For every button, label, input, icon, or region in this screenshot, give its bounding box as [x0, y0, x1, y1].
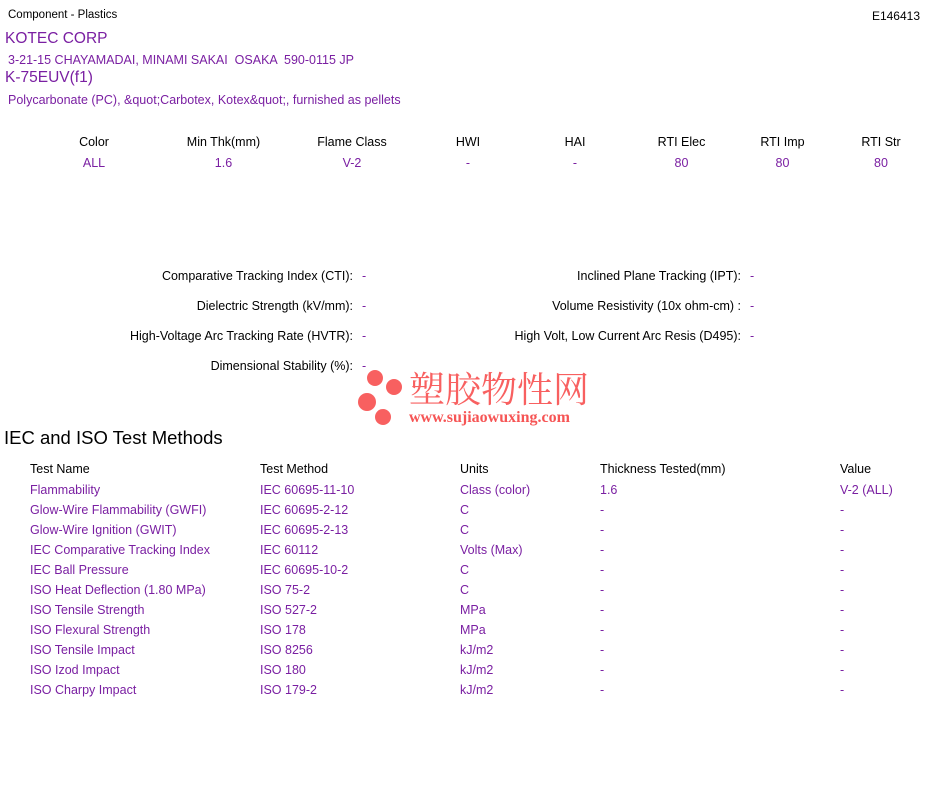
- property-label: High Volt, Low Current Arc Resis (D495):: [514, 329, 741, 343]
- electrical-property-row: [0, 359, 366, 389]
- electrical-property-row: [0, 329, 366, 359]
- test-name-cell: ISO Tensile Strength: [30, 603, 145, 617]
- test-value-cell: -: [840, 683, 845, 697]
- test-method-cell: ISO 180: [260, 663, 306, 677]
- test-name-cell: Flammability: [30, 483, 101, 497]
- rating-column-value: 80: [775, 156, 790, 170]
- test-thickness-cell: -: [600, 583, 605, 597]
- rating-column: [415, 132, 521, 174]
- test-method-cell: IEC 60695-10-2: [260, 563, 349, 577]
- rating-column-header: Min Thk(mm): [186, 135, 261, 149]
- test-method-cell: ISO 75-2: [260, 583, 311, 597]
- test-units-cell: MPa: [460, 623, 486, 637]
- test-units-cell: kJ/m2: [460, 683, 494, 697]
- test-value-cell: -: [840, 543, 845, 557]
- property-label: Comparative Tracking Index (CTI):: [161, 269, 353, 283]
- column-header-test-method: Test Method: [260, 462, 329, 476]
- test-name-cell: ISO Flexural Strength: [30, 623, 151, 637]
- flame-ratings-table: [30, 132, 931, 174]
- test-method-cell: IEC 60112: [260, 543, 319, 557]
- watermark-dot-icon: [375, 409, 391, 425]
- test-thickness-cell: -: [600, 523, 605, 537]
- property-label: Dielectric Strength (kV/mm):: [196, 299, 353, 313]
- test-method-cell: IEC 60695-11-10: [260, 483, 355, 497]
- rating-column: [30, 132, 158, 174]
- property-value: -: [750, 329, 755, 343]
- electrical-property-row: [380, 269, 754, 299]
- test-method-cell: ISO 527-2: [260, 603, 317, 617]
- rating-column-value: 80: [674, 156, 689, 170]
- rating-column-value: 80: [874, 156, 888, 170]
- ul-file-number: E146413: [871, 9, 920, 23]
- test-name-cell: IEC Comparative Tracking Index: [30, 543, 210, 557]
- test-table-header-row: [30, 459, 950, 480]
- rating-column: [831, 132, 931, 174]
- test-thickness-cell: -: [600, 503, 605, 517]
- test-units-cell: kJ/m2: [460, 663, 494, 677]
- test-table-row: [30, 660, 950, 680]
- test-value-cell: -: [840, 523, 845, 537]
- watermark-site-name: 塑胶物性网: [409, 369, 590, 410]
- rating-column-header: HWI: [455, 135, 481, 149]
- test-name-cell: Glow-Wire Ignition (GWIT): [30, 523, 177, 537]
- rating-column-value: 1.6: [214, 156, 233, 170]
- material-description: Polycarbonate (PC), &quot;Carbotex, Kotex&quot;, furnished as pellets: [8, 93, 401, 107]
- electrical-properties-left-column: [0, 269, 366, 389]
- company-address: 3-21-15 CHAYAMADAI, MINAMI SAKAI OSAKA 590-0115 JP: [8, 53, 354, 67]
- test-value-cell: -: [840, 663, 845, 677]
- rating-column: [734, 132, 831, 174]
- property-value: -: [750, 269, 755, 283]
- rating-column-value: V-2: [342, 156, 362, 170]
- property-label: Dimensional Stability (%):: [210, 359, 353, 373]
- rating-column-header: RTI Str: [861, 135, 901, 149]
- rating-column-header: Color: [79, 135, 109, 149]
- test-method-cell: ISO 8256: [260, 643, 313, 657]
- watermark-site-url: www.sujiaowuxing.com: [409, 409, 570, 426]
- watermark-dot-icon: [367, 370, 383, 386]
- electrical-property-row: [380, 299, 754, 329]
- test-table-row: [30, 560, 950, 580]
- model-designation: K-75EUV(f1): [5, 69, 93, 86]
- test-value-cell: -: [840, 583, 845, 597]
- rating-column: [158, 132, 289, 174]
- test-name-cell: IEC Ball Pressure: [30, 563, 129, 577]
- test-value-cell: -: [840, 603, 845, 617]
- test-units-cell: Class (color): [460, 483, 531, 497]
- rating-column-value: -: [572, 156, 578, 170]
- rating-column-header: RTI Elec: [657, 135, 706, 149]
- property-label: Inclined Plane Tracking (IPT):: [577, 269, 741, 283]
- company-name: KOTEC CORP: [5, 30, 108, 47]
- test-table-row: [30, 520, 950, 540]
- watermark-dot-icon: [358, 393, 376, 411]
- watermark-dot-icon: [386, 379, 402, 395]
- test-name-cell: Glow-Wire Flammability (GWFI): [30, 503, 207, 517]
- property-label: High-Voltage Arc Tracking Rate (HVTR):: [130, 329, 353, 343]
- test-method-cell: IEC 60695-2-12: [260, 503, 349, 517]
- test-value-cell: -: [840, 623, 845, 637]
- electrical-property-row: [0, 269, 366, 299]
- column-header-thickness-tested: Thickness Tested(mm): [600, 462, 726, 476]
- rating-column-header: HAI: [564, 135, 586, 149]
- test-units-cell: C: [460, 563, 470, 577]
- electrical-property-row: [0, 299, 366, 329]
- test-thickness-cell: -: [600, 623, 605, 637]
- test-table-row: [30, 500, 950, 520]
- test-thickness-cell: -: [600, 603, 605, 617]
- property-value: -: [362, 269, 367, 283]
- test-thickness-cell: -: [600, 543, 605, 557]
- electrical-property-row: [380, 329, 754, 359]
- test-name-cell: ISO Charpy Impact: [30, 683, 137, 697]
- rating-column-header: RTI Imp: [760, 135, 805, 149]
- test-value-cell: V-2 (ALL): [840, 483, 893, 497]
- test-table-row: [30, 580, 950, 600]
- test-thickness-cell: -: [600, 643, 605, 657]
- test-thickness-cell: -: [600, 683, 605, 697]
- test-methods-table: [30, 459, 950, 700]
- test-units-cell: kJ/m2: [460, 643, 494, 657]
- test-value-cell: -: [840, 503, 845, 517]
- section-title-iec-iso: IEC and ISO Test Methods: [4, 427, 223, 448]
- rating-column: [629, 132, 734, 174]
- test-table-row: [30, 480, 950, 500]
- test-name-cell: ISO Izod Impact: [30, 663, 120, 677]
- test-table-row: [30, 680, 950, 700]
- test-table-row: [30, 540, 950, 560]
- rating-column-value: -: [465, 156, 471, 170]
- test-units-cell: C: [460, 523, 470, 537]
- test-method-cell: ISO 178: [260, 623, 306, 637]
- column-header-value: Value: [840, 462, 872, 476]
- test-units-cell: MPa: [460, 603, 486, 617]
- document-type-label: Component - Plastics: [8, 9, 118, 21]
- property-value: -: [750, 299, 755, 313]
- rating-column: [289, 132, 415, 174]
- test-units-cell: C: [460, 503, 470, 517]
- test-table-row: [30, 600, 950, 620]
- test-units-cell: Volts (Max): [460, 543, 523, 557]
- column-header-units: Units: [460, 462, 489, 476]
- test-units-cell: C: [460, 583, 470, 597]
- rating-column: [521, 132, 629, 174]
- property-label: Volume Resistivity (10x ohm-cm) :: [552, 299, 741, 313]
- test-thickness-cell: -: [600, 563, 605, 577]
- test-table-row: [30, 640, 950, 660]
- test-method-cell: ISO 179-2: [260, 683, 317, 697]
- test-name-cell: ISO Tensile Impact: [30, 643, 135, 657]
- test-value-cell: -: [840, 643, 845, 657]
- test-name-cell: ISO Heat Deflection (1.80 MPa): [30, 583, 206, 597]
- property-value: -: [362, 299, 367, 313]
- rating-column-header: Flame Class: [317, 135, 387, 149]
- property-value: -: [362, 329, 367, 343]
- test-method-cell: IEC 60695-2-13: [260, 523, 349, 537]
- test-thickness-cell: 1.6: [600, 483, 618, 497]
- electrical-properties-right-column: [380, 269, 754, 359]
- test-value-cell: -: [840, 563, 845, 577]
- rating-column-value: ALL: [82, 156, 106, 170]
- property-value: -: [362, 359, 367, 373]
- test-thickness-cell: -: [600, 663, 605, 677]
- column-header-test-name: Test Name: [30, 462, 90, 476]
- test-table-row: [30, 620, 950, 640]
